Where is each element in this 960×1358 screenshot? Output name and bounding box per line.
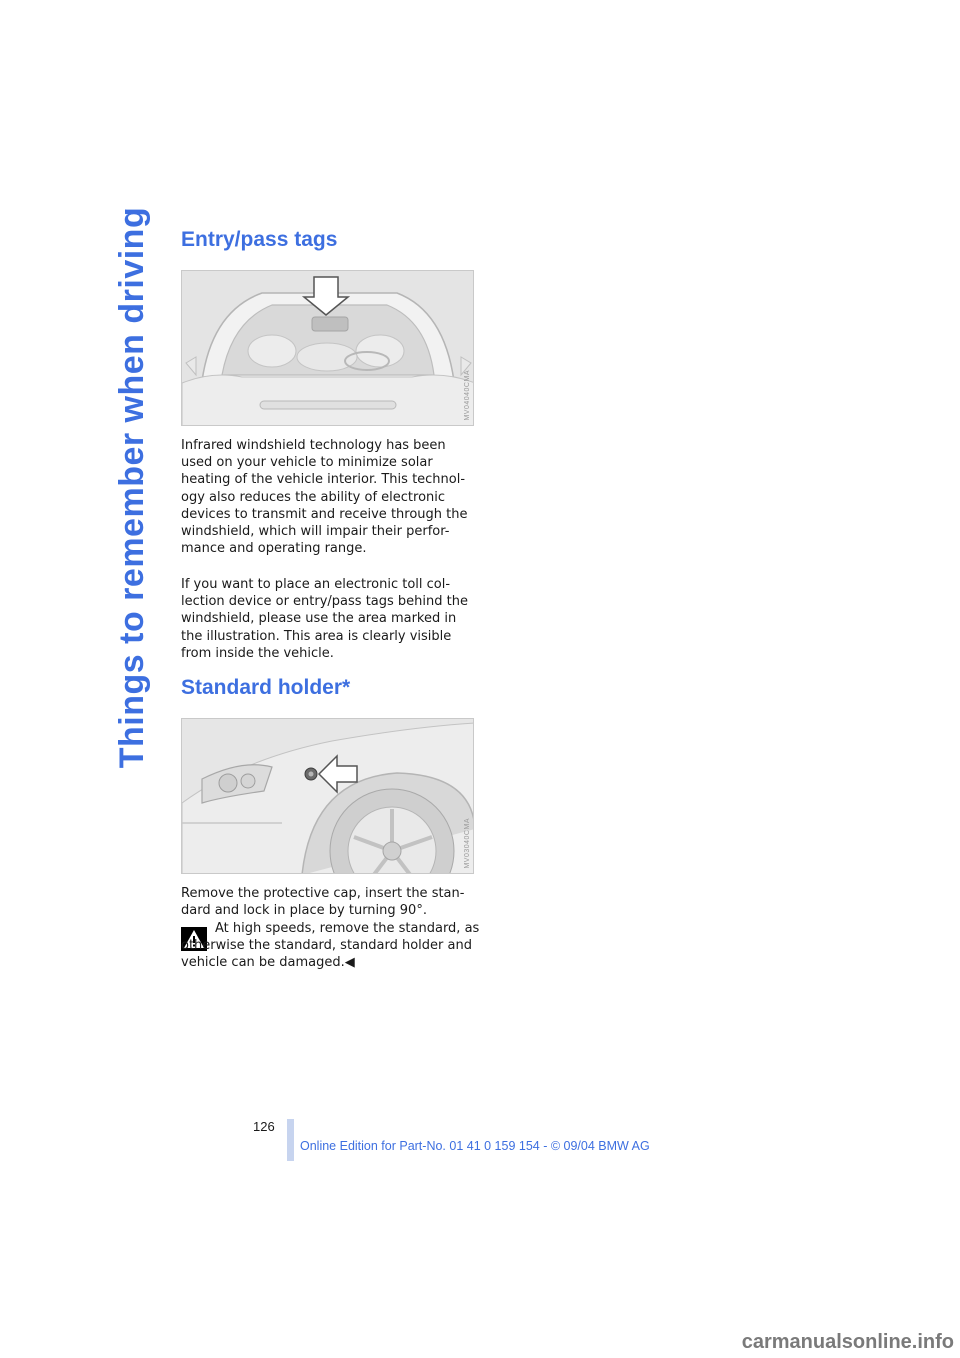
- chapter-title: Things to remember when driving: [113, 206, 152, 768]
- paragraph: Remove the protective cap, insert the stan-dard and lock in place by turning 90°.: [181, 886, 465, 919]
- warning-body: At high speeds, remove the standard, as otherwise the standard, standard holder and vehicle can be damaged.: [181, 921, 480, 971]
- page-number: 126: [253, 1119, 275, 1134]
- chapter-side-tab: [108, 206, 158, 768]
- holder-socket-icon: [305, 768, 317, 780]
- footer-edition: Online Edition for Part-No. 01 41 0 159 154 - © 09/04 BMW AG: [300, 1139, 650, 1153]
- end-mark-icon: ◀: [344, 955, 355, 971]
- standard-holder-illustration: [181, 718, 474, 874]
- windshield-illustration: [181, 270, 474, 426]
- paragraph: If you want to place an electronic toll col-lection device or entry/pass tags behind the windshield, please use the area marked in the illustration. This area is clearly visible from inside the vehicle.: [181, 577, 468, 661]
- figure-code: MV03040CMA: [464, 818, 471, 869]
- watermark: carmanualsonline.info: [741, 1331, 954, 1353]
- footer-bar: [287, 1119, 294, 1161]
- paragraph: Infrared windshield technology has been used on your vehicle to minimize solar heating of the vehicle interior. This technol-ogy also reduces the ability of electronic devices to transmit and receive through the windshield, which will impair their perfor-mance and operating range.: [181, 438, 468, 557]
- section-heading-standard-holder: Standard holder*: [181, 676, 351, 699]
- section-heading-entry-pass-tags: Entry/pass tags: [181, 228, 338, 251]
- warning-text: [181, 920, 481, 972]
- fender-drawing: [182, 719, 474, 874]
- windshield-drawing: [182, 271, 474, 426]
- figure-code: MV04040CMA: [464, 370, 471, 421]
